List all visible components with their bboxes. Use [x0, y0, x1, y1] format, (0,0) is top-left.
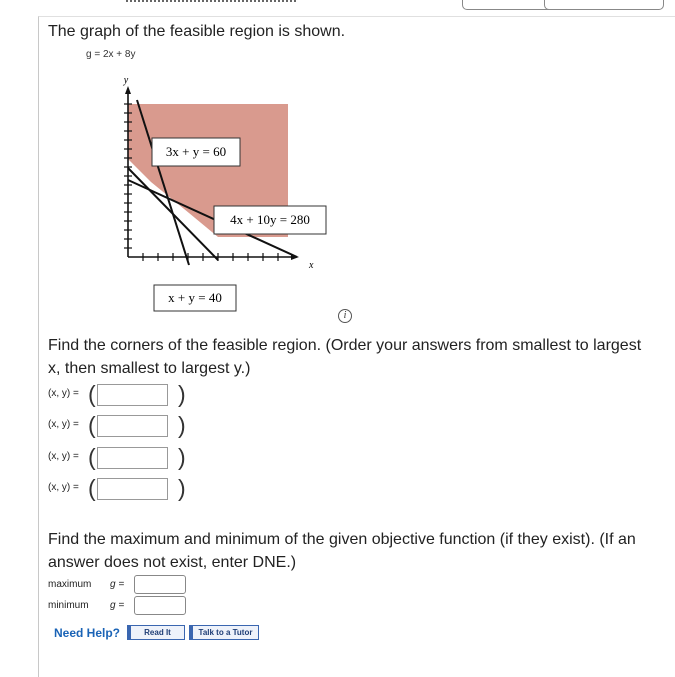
close-paren: )	[178, 381, 186, 407]
g-label: g =	[110, 600, 125, 611]
truncated-header-text	[126, 0, 296, 4]
y-axis-arrow	[125, 86, 131, 94]
close-paren: )	[178, 444, 186, 470]
open-paren: (	[88, 381, 96, 407]
g-label: g =	[110, 579, 125, 590]
constraint-label-2: 4x + 10y = 280	[230, 212, 310, 227]
talk-to-tutor-button[interactable]: Talk to a Tutor	[189, 625, 259, 640]
need-help-label: Need Help?	[54, 626, 121, 640]
open-paren: (	[88, 444, 96, 470]
top-toolbar-strip	[0, 0, 675, 14]
corner-input-3[interactable]	[97, 447, 168, 469]
intro-text: The graph of the feasible region is shown.	[48, 23, 346, 40]
close-paren: )	[178, 412, 186, 438]
y-axis-label: y	[123, 75, 129, 86]
corners-question: Find the corners of the feasible region. (Order your answers from smallest to largest x, then smallest to largest y.)	[48, 337, 642, 377]
top-button-2[interactable]	[544, 0, 664, 10]
corner-input-2[interactable]	[97, 415, 168, 437]
open-paren: (	[88, 475, 96, 501]
maximum-input[interactable]	[134, 575, 186, 594]
close-paren: )	[178, 475, 186, 501]
corner-input-4[interactable]	[97, 478, 168, 500]
minimum-input[interactable]	[134, 596, 186, 615]
read-it-button[interactable]: Read It	[127, 625, 185, 640]
corner-label: (x, y) =	[48, 451, 79, 462]
feasible-region-graph	[100, 70, 340, 315]
max-min-question: Find the maximum and minimum of the given objective function (if they exist). (If an answer does not exist, enter DNE.)	[48, 531, 636, 571]
info-icon[interactable]: i	[338, 309, 352, 323]
constraint-label-1: 3x + y = 60	[165, 144, 227, 159]
corner-input-1[interactable]	[97, 384, 168, 406]
corner-label: (x, y) =	[48, 388, 79, 399]
open-paren: (	[88, 412, 96, 438]
maximum-label: maximum	[48, 579, 92, 590]
minimum-label: minimum	[48, 600, 89, 611]
constraint-label-3: x + y = 40	[168, 290, 222, 305]
corner-label: (x, y) =	[48, 482, 79, 493]
corner-label: (x, y) =	[48, 419, 79, 430]
objective-function: g = 2x + 8y	[86, 49, 136, 60]
x-axis-label: x	[309, 260, 314, 271]
